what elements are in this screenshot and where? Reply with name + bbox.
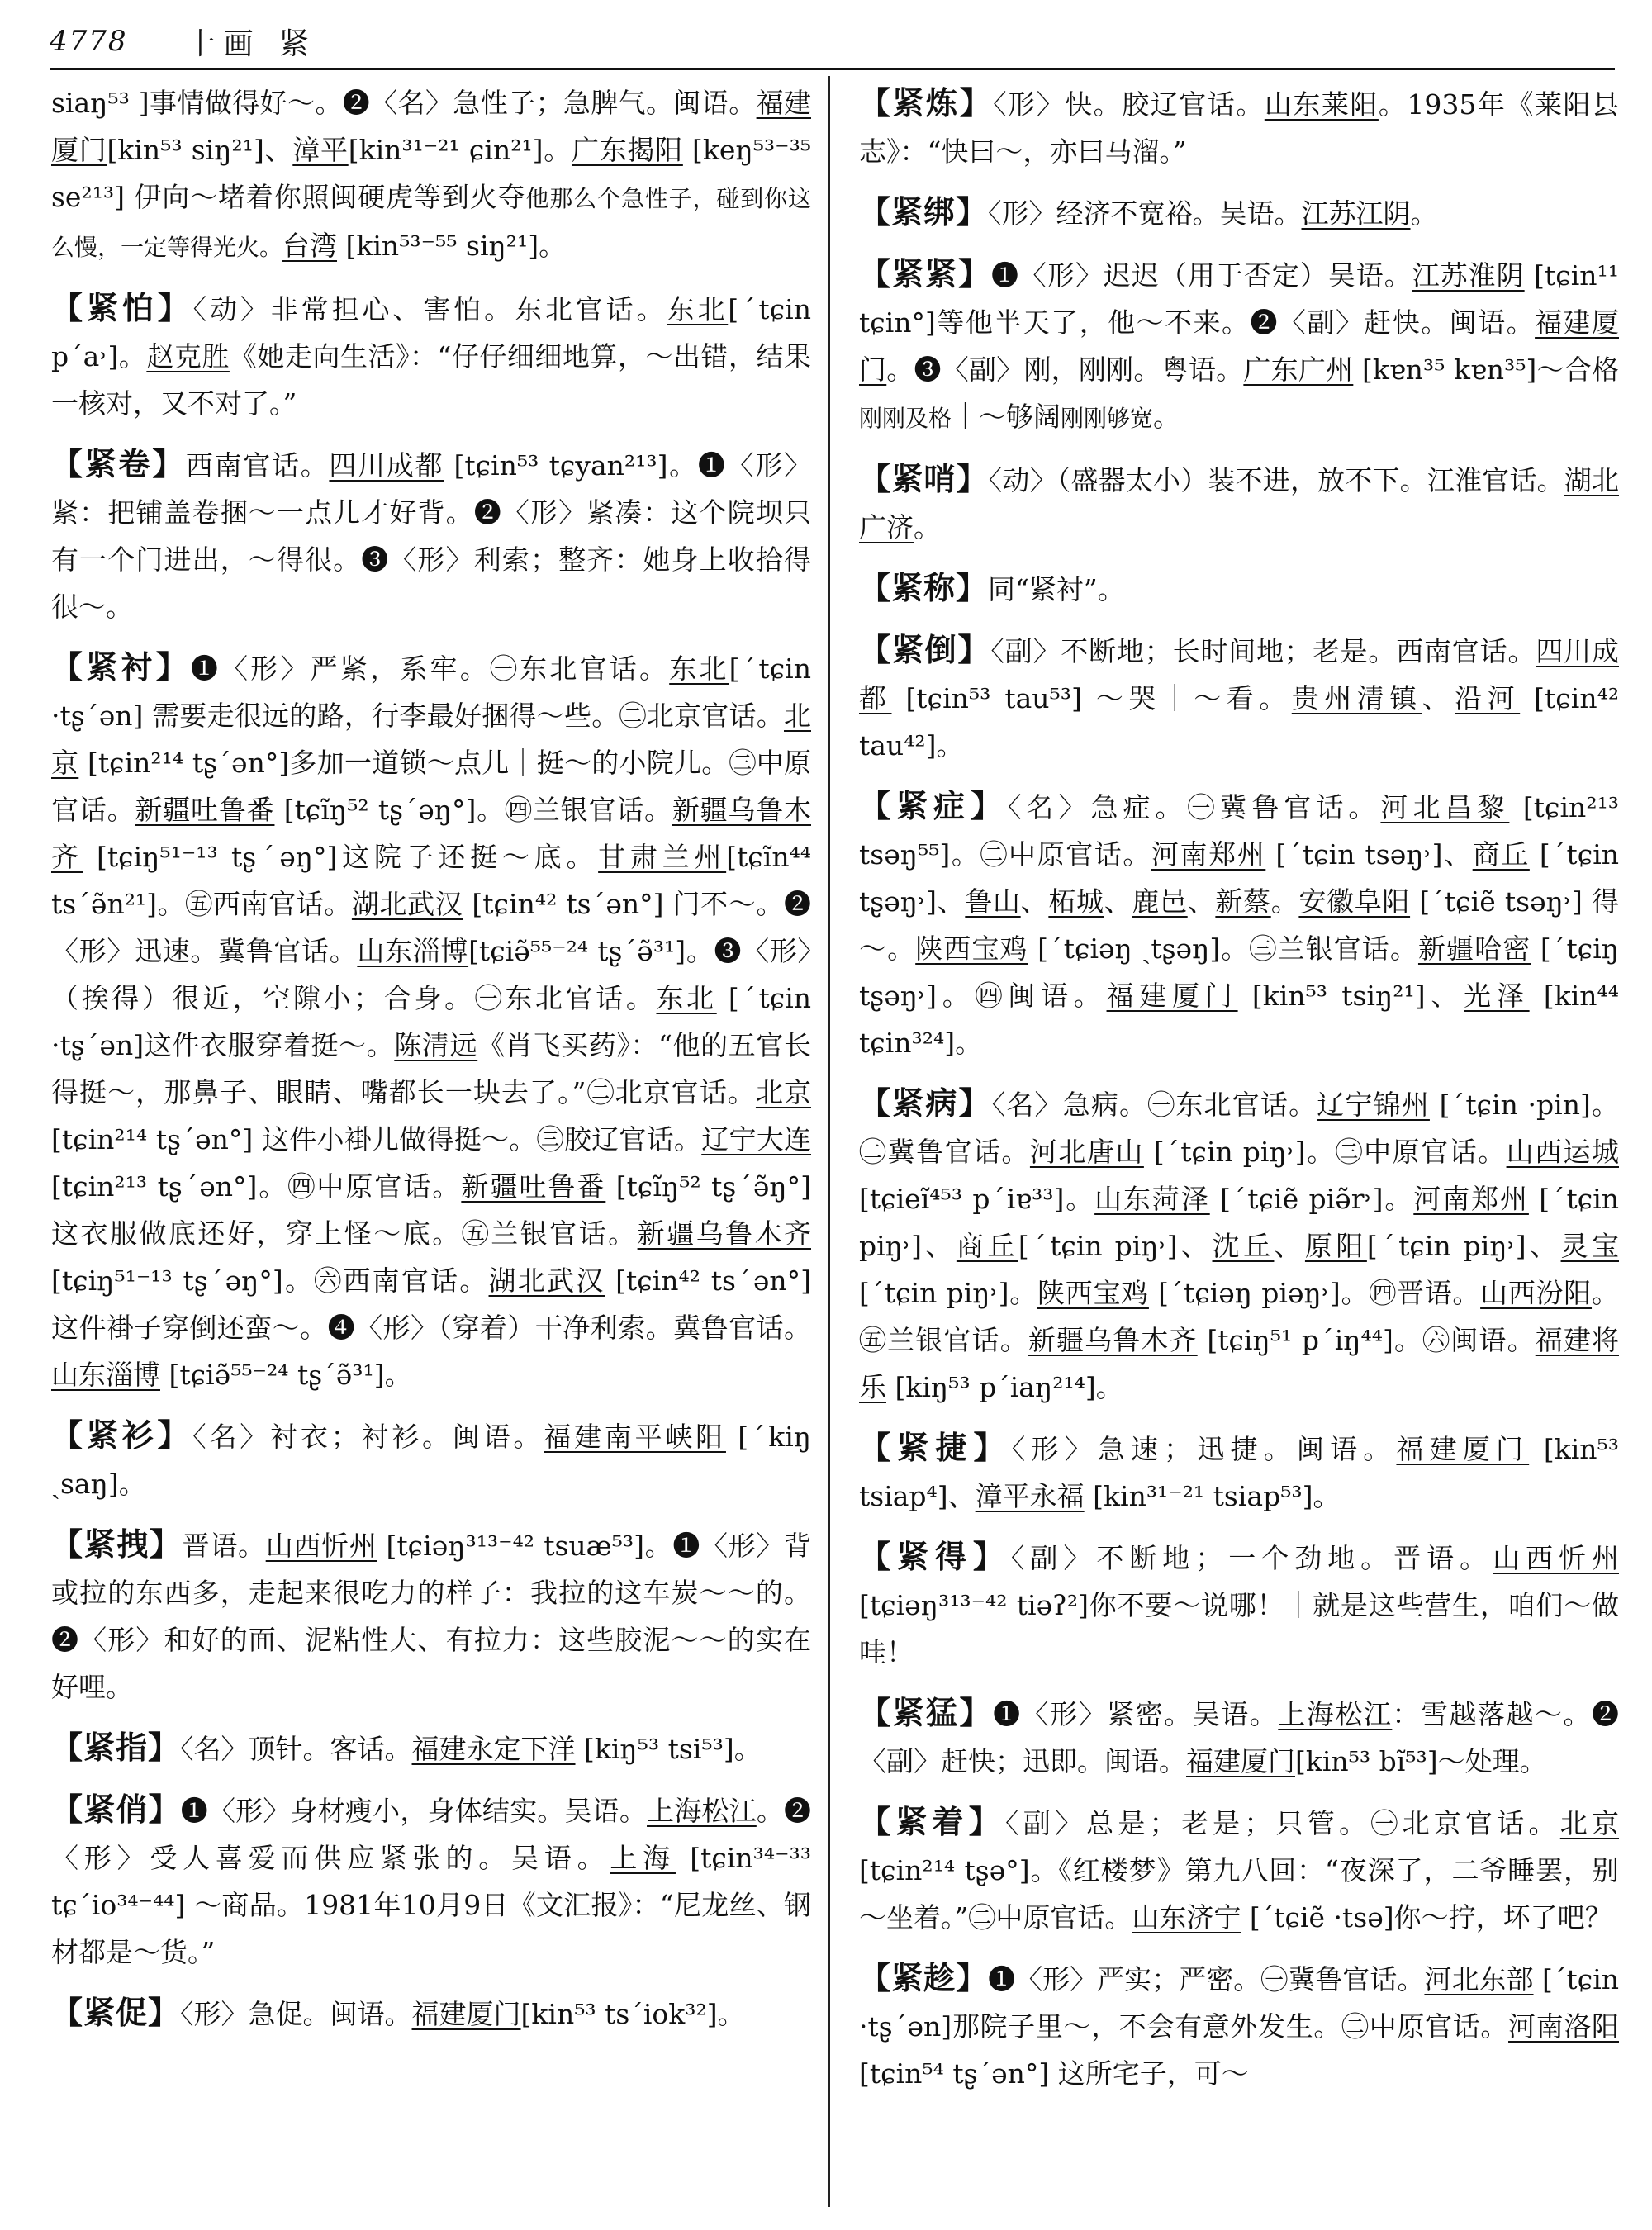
- entry-text: [tɕin²¹⁴ tʂə°]。《红楼梦》第九八回：“夜深了，二爷睡罢，别～坐着。”㊁中原官话。: [859, 1854, 1619, 1933]
- entry-text: 。: [1270, 885, 1299, 918]
- dictionary-entry: [51, 1989, 811, 2038]
- entry-text: [tɕieĩ⁴⁵³ pˊiɐ³³]。: [859, 1183, 1095, 1215]
- dictionary-entry: [859, 455, 1619, 551]
- place-name: 广东揭阳: [571, 134, 683, 166]
- place-name: 新疆乌鲁木齐: [1028, 1324, 1198, 1356]
- place-name: 新疆乌鲁木齐: [51, 794, 811, 873]
- place-name: 山东济宁: [1132, 1901, 1241, 1933]
- place-name: 福建南平峡阳: [544, 1421, 726, 1453]
- place-name: 东北: [667, 293, 729, 325]
- place-name: 新疆吐鲁番: [135, 794, 275, 826]
- dictionary-entry: [51, 643, 811, 1398]
- entry-text: [tɕĩŋ⁵² tʂˊə̃ŋ°] 这衣服做底还好，穿上怪～底。㊄兰银官话。: [51, 1170, 811, 1250]
- entry-text: 。: [914, 511, 941, 543]
- entry-text: [tɕin⁴² tsˊən°] 门不～。❷〈形〉迅速。冀鲁官话。: [51, 888, 811, 967]
- entry-text: [tɕiəŋ³¹³⁻⁴² tsuæ⁵³]。❶〈形〉背或拉的东西多，走起来很吃力的样子：我拉的这车炭～～的。❷〈形〉和好的面、泥粘性大、有拉力：这些胶泥～～的实在好哩。: [51, 1530, 811, 1703]
- dictionary-entry: [859, 79, 1619, 175]
- entry-text: ｜～够阔: [952, 401, 1061, 433]
- entry-headword: 【紧促】: [51, 1994, 181, 2031]
- entry-text: 〈形〉急速；迅捷。闽语。: [1011, 1433, 1397, 1465]
- dictionary-entry: [51, 1521, 811, 1710]
- entry-text: [ˊtɕin piŋ˒]。: [859, 1277, 1037, 1309]
- entry-text: 、: [1104, 885, 1132, 918]
- entry-text: [keŋ⁵³⁻³⁵ se²¹³] 伊向～堵着你照闽硬虎等到火夺: [51, 134, 811, 213]
- entry-headword: 【紧紧】: [859, 255, 991, 292]
- place-name: 福建厦门: [411, 1998, 521, 2030]
- entry-text: 、: [1020, 885, 1049, 918]
- entry-text: 。㊄兰银官话。: [859, 1277, 1619, 1356]
- entry-text: 〈名〉急病。㊀东北官话。: [991, 1089, 1317, 1121]
- entry-text: [ˊtɕin ·pin]。㊁冀鲁官话。: [859, 1089, 1619, 1168]
- entry-text: 。1935年《莱阳县志》：“快曰～，亦曰马溜。”: [859, 88, 1619, 168]
- entry-text: [tɕiŋ⁵¹⁻¹³ tʂˊəŋ°]这院子还挺～底。: [83, 841, 599, 873]
- place-name: 光泽: [1464, 980, 1530, 1012]
- entry-text: [tɕin⁴² tau⁴²]。: [859, 682, 1619, 762]
- place-name: 陕西宝鸡: [915, 932, 1028, 965]
- entry-text: [ˊtɕiẽ piə̃r˒]。: [1209, 1183, 1414, 1215]
- entry-text: [ˊtɕiŋ tʂəŋ˒]。㊃闽语。: [859, 932, 1619, 1012]
- entry-text: [tɕiə̃⁵⁵⁻²⁴ tʂˊə̃³¹]。: [160, 1359, 412, 1391]
- entry-headword: 【紧称】: [859, 569, 989, 606]
- entry-text: [kin⁴⁴ tɕin³²⁴]。: [859, 980, 1619, 1059]
- place-name: 山西忻州: [265, 1530, 377, 1562]
- entry-text: ❶〈形〉严紧，系牢。㊀东北官话。: [190, 652, 670, 685]
- entry-text: 〈形〉经济不宽裕。吴语。: [988, 197, 1302, 230]
- place-name: 鹿邑: [1132, 885, 1188, 918]
- dictionary-entry: [859, 188, 1619, 237]
- entry-text: [kin⁵³ tsiap⁴]、: [859, 1433, 1619, 1512]
- dictionary-entry: [859, 1689, 1619, 1785]
- entry-text: [tɕin²¹³ tʂˊən°]。㊃中原官话。: [51, 1170, 462, 1203]
- entry-text: ❶〈形〉紧密。吴语。: [993, 1698, 1279, 1730]
- entry-headword: 【紧趁】: [859, 1959, 989, 1996]
- place-name: 广东广州: [1243, 353, 1354, 386]
- place-name: 柘城: [1048, 885, 1104, 918]
- entry-headword: 【紧倒】: [859, 631, 991, 668]
- place-name: 沈丘: [1212, 1230, 1275, 1262]
- place-name: 福建厦门: [1106, 980, 1238, 1012]
- header-rule: [50, 68, 1615, 70]
- entry-text: ❶〈形〉严实；严密。㊀冀鲁官话。: [988, 1963, 1425, 1995]
- entry-text: 同“紧衬”。: [988, 573, 1125, 605]
- dictionary-entry: [859, 1079, 1619, 1411]
- entry-text: [kiŋ⁵³ tsi⁵³]。: [575, 1733, 762, 1765]
- entry-text: [tɕĩn⁴⁴ tsˊə̃n²¹]。㊄西南官话。: [51, 841, 811, 920]
- entry-text: [tɕiə̃⁵⁵⁻²⁴ tʂˊə̃³¹]。❸〈形〉（挨得）很近，空隙小；合身。㊀东北官话。: [51, 935, 811, 1014]
- entry-text: siaŋ⁵³ ]事情做得好～。❷〈名〉急性子；急脾气。闽语。: [51, 87, 757, 119]
- place-name: 四川成都: [859, 635, 1619, 714]
- entry-text: 。: [1410, 197, 1438, 230]
- entry-text: [kin⁵³ siŋ²¹]、: [107, 134, 293, 166]
- entry-text: 晋语。: [182, 1530, 266, 1562]
- place-name: 灵宝: [1560, 1230, 1619, 1262]
- place-name: 漳平: [292, 134, 349, 166]
- entry-text: [ˊtɕin piŋ˒]、: [859, 1183, 1619, 1262]
- entry-headword: 【紧着】: [859, 1803, 1005, 1840]
- place-name: 河北东部: [1424, 1963, 1534, 1995]
- entry-text: [kin⁵³ bĩ⁵³]～处理。: [1295, 1745, 1547, 1777]
- gloss-note: 刚刚够宽: [1061, 405, 1154, 432]
- entry-text: [ˊtɕin piŋ˒]、: [1018, 1230, 1213, 1262]
- entry-text: [ˊkiŋ ˏsaŋ]。: [51, 1421, 811, 1500]
- dictionary-entry: [51, 1724, 811, 1772]
- entry-text: [ˊtɕin tʂəŋ˒]、: [859, 838, 1619, 918]
- entry-headword: 【紧怕】: [51, 289, 193, 326]
- place-name: 新疆乌鲁木齐: [637, 1217, 811, 1250]
- dictionary-entry: [859, 1533, 1619, 1676]
- place-name: 东北: [669, 652, 729, 685]
- entry-text: 《肖飞买药》：“他的五官长得挺～，那鼻子、眼睛、嘴都长一块去了。”㊁北京官话。: [51, 1029, 811, 1108]
- entry-text: [tɕĩŋ⁵² tʂˊəŋ°]。㊃兰银官话。: [274, 794, 672, 826]
- entry-text: [tɕin⁵³ tɕyan²¹³]。❶〈形〉紧：把铺盖卷捆～一点儿才好背。❷〈形〉紧凑：这个院坝只有一个门进出，～得很。❸〈形〉利索；整齐：她身上收拾得很～。: [51, 449, 811, 623]
- place-name: 辽宁锦州: [1317, 1089, 1430, 1121]
- entry-text: 〈动〉非常担心、害怕。东北官话。: [192, 293, 667, 325]
- entry-text: [tɕiŋ⁵¹ pˊiŋ⁴⁴]。㊅闽语。: [1197, 1324, 1536, 1356]
- entry-text: [tɕin²¹⁴ tʂˊən°]多加一道锁～点儿｜挺～的小院儿。㊂中原官话。: [51, 747, 811, 826]
- gloss-note: 刚刚及格: [859, 405, 952, 432]
- entry-text: 〈名〉顶针。客话。: [180, 1733, 412, 1765]
- entry-headword: 【紧拽】: [51, 1525, 183, 1563]
- place-name: 漳平永福: [975, 1480, 1085, 1512]
- entry-text: 〈名〉衬衣；衬衫。闽语。: [192, 1421, 544, 1453]
- place-name: 北京: [1559, 1807, 1619, 1839]
- place-name: 陕西宝鸡: [1037, 1277, 1149, 1309]
- entry-text: 。❸〈副〉刚，刚刚。粤语。: [886, 353, 1244, 386]
- entry-text: [kin⁵³⁻⁵⁵ siŋ²¹]。: [337, 230, 567, 262]
- entry-headword: 【紧指】: [51, 1729, 181, 1766]
- entry-text: ❶〈形〉身材瘦小，身体结实。吴语。: [180, 1795, 648, 1827]
- place-name: 上海松江: [1278, 1698, 1393, 1730]
- place-name: 辽宁大连: [701, 1123, 811, 1155]
- entry-headword: 【紧捷】: [859, 1429, 1012, 1466]
- entry-text: [kiŋ⁵³ pˊiaŋ²¹⁴]。: [886, 1371, 1123, 1403]
- place-name: 上海松江: [647, 1795, 757, 1827]
- entry-text: [kin³¹⁻²¹ ɕin²¹]。: [348, 134, 572, 166]
- entry-text: 〈名〉急症。㊀冀鲁官话。: [1007, 791, 1381, 823]
- entry-text: [tɕiəŋ³¹³⁻⁴² tiəʔ²]你不要～说哪！｜就是这些营生，咱们～做哇！: [859, 1589, 1619, 1668]
- place-name: 福建永定下洋: [411, 1733, 576, 1765]
- entry-text: [tɕiŋ⁵¹⁻¹³ tʂˊəŋ°]。㊅西南官话。: [51, 1264, 489, 1297]
- place-name: 北京: [51, 700, 811, 779]
- entry-text: 〈副〉不断地；一个劲地。晋语。: [1010, 1542, 1493, 1574]
- entry-text: [kɐn³⁵ kɐn³⁵]～合格: [1353, 353, 1619, 386]
- entry-text: [kin⁵³ tsiŋ²¹]、: [1237, 980, 1464, 1012]
- gloss-note: 他那么个急性子，碰到你这么慢，一定等得光火。: [51, 185, 811, 261]
- entry-headword: 【紧俏】: [51, 1791, 181, 1828]
- entry-headword: 【紧症】: [859, 787, 1008, 824]
- place-name: 台湾: [282, 230, 338, 262]
- dictionary-entry: [859, 1954, 1619, 2097]
- place-name: 江苏淮阴: [1412, 259, 1525, 292]
- dictionary-entry: [51, 284, 811, 427]
- place-name: 陈清远: [394, 1029, 478, 1061]
- place-name: 福建厦门: [1186, 1745, 1295, 1777]
- entry-text: 。: [1153, 401, 1181, 433]
- entry-text: 〈副〉总是；老是；只管。㊀北京官话。: [1004, 1807, 1560, 1839]
- entry-text: [tɕin⁵³ tau⁵³] ～哭｜～看。: [891, 682, 1292, 714]
- column-divider: [828, 76, 830, 2207]
- place-name: 沿河: [1455, 682, 1521, 714]
- entry-text: [tɕin⁵⁴ tʂˊən°] 这所宅子，可～: [859, 2057, 1249, 2090]
- page-header: [50, 17, 1619, 66]
- entry-text: [kin³¹⁻²¹ tsiap⁵³]。: [1084, 1480, 1341, 1512]
- place-name: 河北昌黎: [1380, 791, 1510, 823]
- place-name: 新疆吐鲁番: [461, 1170, 606, 1203]
- dictionary-entry: [51, 1412, 811, 1507]
- place-name: 江苏江阴: [1301, 197, 1411, 230]
- dictionary-entry: [859, 1424, 1619, 1520]
- place-name: 上海: [610, 1842, 676, 1874]
- place-name: 山西汾阳: [1480, 1277, 1593, 1309]
- entry-text: [tɕin²¹⁴ tʂˊən°] 这件小褂儿做得挺～。㊂胶辽官话。: [51, 1123, 702, 1155]
- place-name: 山东菏泽: [1094, 1183, 1210, 1215]
- place-name: 原阳: [1304, 1230, 1367, 1262]
- place-name: 商丘: [1472, 838, 1530, 871]
- entry-text: 、: [1274, 1230, 1305, 1262]
- place-name: 河南郑州: [1151, 838, 1266, 871]
- entry-headword: 【紧衬】: [51, 648, 191, 686]
- section-title: 十画 紧: [185, 26, 317, 61]
- dictionary-entry: [859, 564, 1619, 613]
- entry-text: 《她走向生活》：“仔仔细细地算，～出错，结果一核对，又不对了。”: [51, 340, 811, 420]
- place-name: 赵克胜: [146, 340, 230, 372]
- entry-text: ：雪越落越～。❷〈副〉赶快；迅即。闽语。: [859, 1698, 1619, 1777]
- entry-text: [ˊtɕin piŋ˒]。㊂中原官话。: [1143, 1136, 1507, 1168]
- entry-headword: 【紧绑】: [859, 193, 989, 230]
- dictionary-entry: [51, 440, 811, 630]
- dictionary-entry: [859, 782, 1619, 1066]
- right-column: [859, 79, 1619, 2218]
- entry-text: 〈动〉（盛器太小）装不进，放不下。江淮官话。: [988, 464, 1564, 496]
- entry-text: 、: [1422, 682, 1455, 714]
- entry-headword: 【紧猛】: [859, 1694, 994, 1731]
- place-name: 湖北武汉: [488, 1264, 605, 1297]
- entry-text: [tɕin²¹³ tsəŋ⁵⁵]。㊁中原官话。: [859, 791, 1619, 871]
- entry-text: ❶〈形〉迟迟（用于否定）吴语。: [990, 259, 1412, 292]
- entry-text: [tɕin⁴² tsˊən°] 这件褂子穿倒还蛮～。❹〈形〉（穿着）干净利索。冀鲁官话。: [51, 1264, 811, 1344]
- place-name: 安徽阜阳: [1298, 885, 1411, 918]
- place-name: 山东淄博: [357, 935, 469, 967]
- entry-headword: 【紧哨】: [859, 460, 989, 497]
- entry-text: 〈形〉快。胶辽官话。: [993, 88, 1265, 121]
- dictionary-entry: [859, 1798, 1619, 1941]
- place-name: 山西忻州: [1493, 1542, 1619, 1574]
- place-name: 福建厦门: [1396, 1433, 1530, 1465]
- entry-headword: 【紧卷】: [51, 445, 186, 482]
- entry-text: 西南官话。: [185, 449, 330, 482]
- entry-headword: 【紧衫】: [51, 1416, 193, 1454]
- entry-text: 。❷〈形〉受人喜爱而供应紧张的。吴语。: [51, 1795, 811, 1874]
- place-name: 湖北广济: [859, 464, 1619, 543]
- place-name: 北京: [755, 1076, 811, 1108]
- entry-text: [ˊtɕiẽ tsəŋ˒] 得～。: [859, 885, 1619, 965]
- place-name: 福建厦门: [51, 87, 811, 166]
- place-name: 甘肃兰州: [598, 841, 727, 873]
- left-column: [51, 79, 811, 2218]
- entry-text: [kin⁵³ tsˊiok³²]。: [520, 1998, 745, 2030]
- entry-text: 〈副〉不断地；长时间地；老是。西南官话。: [990, 635, 1536, 667]
- place-name: 新疆哈密: [1417, 932, 1531, 965]
- place-name: 贵州清镇: [1291, 682, 1422, 714]
- place-name: 东北: [656, 982, 717, 1014]
- entry-text: [tɕin¹¹ tɕin°]等他半天了，他～不来。❷〈副〉赶快。闽语。: [859, 259, 1619, 339]
- entry-text: 〈形〉急促。闽语。: [180, 1998, 412, 2030]
- entry-text: [ˊtɕin ·tʂˊən] 需要走很远的路，行李最好捆得～些。㊁北京官话。: [51, 652, 811, 732]
- page-number: 4778: [50, 25, 128, 58]
- dictionary-entry: [859, 250, 1619, 442]
- dictionary-entry: [859, 626, 1619, 769]
- place-name: 福建将乐: [859, 1324, 1619, 1403]
- entry-text: [ˊtɕiəŋ piəŋ˒]。㊃晋语。: [1148, 1277, 1481, 1309]
- entry-headword: 【紧得】: [859, 1538, 1011, 1575]
- entry-text: [ˊtɕin piŋ˒]、: [1366, 1230, 1561, 1262]
- place-name: 福建厦门: [859, 306, 1619, 386]
- entry-headword: 【紧病】: [859, 1084, 992, 1122]
- entry-text: [ˊtɕiəŋ ˏtʂəŋ]。㊂兰银官话。: [1028, 932, 1418, 965]
- place-name: 鲁山: [965, 885, 1021, 918]
- dictionary-entry: [51, 79, 811, 271]
- place-name: 商丘: [956, 1230, 1018, 1262]
- place-name: 湖北武汉: [351, 888, 463, 920]
- entry-text: [tɕin³⁴⁻³³ tɕˊio³⁴⁻⁴⁴] ～商品。1981年10月9日《文汇报》：“尼龙丝、钢材都是～货。”: [51, 1842, 811, 1968]
- entry-text: [ˊtɕin tsəŋ˒]、: [1265, 838, 1473, 871]
- entry-headword: 【紧炼】: [859, 84, 994, 121]
- place-name: 河南郑州: [1413, 1183, 1529, 1215]
- place-name: 新蔡: [1215, 885, 1271, 918]
- place-name: 山东淄博: [51, 1359, 160, 1391]
- place-name: 山西运城: [1506, 1136, 1619, 1168]
- entry-text: [ˊtɕin pˊa˒]。: [51, 293, 811, 372]
- entry-text: [ˊtɕin ·tʂˊən]那院子里～，不会有意外发生。㊁中原官话。: [859, 1963, 1619, 2043]
- place-name: 四川成都: [329, 449, 444, 482]
- place-name: 山东莱阳: [1264, 88, 1379, 121]
- entry-text: [ˊtɕin ·tʂˊən]这件衣服穿着挺～。: [51, 982, 811, 1061]
- dictionary-entry: [51, 1786, 811, 1976]
- entry-text: 、: [1187, 885, 1216, 918]
- place-name: 河南洛阳: [1508, 2010, 1619, 2043]
- place-name: 河北唐山: [1029, 1136, 1144, 1168]
- entry-text: [ˊtɕiẽ ·tsə]你～拧，坏了吧？: [1241, 1901, 1612, 1933]
